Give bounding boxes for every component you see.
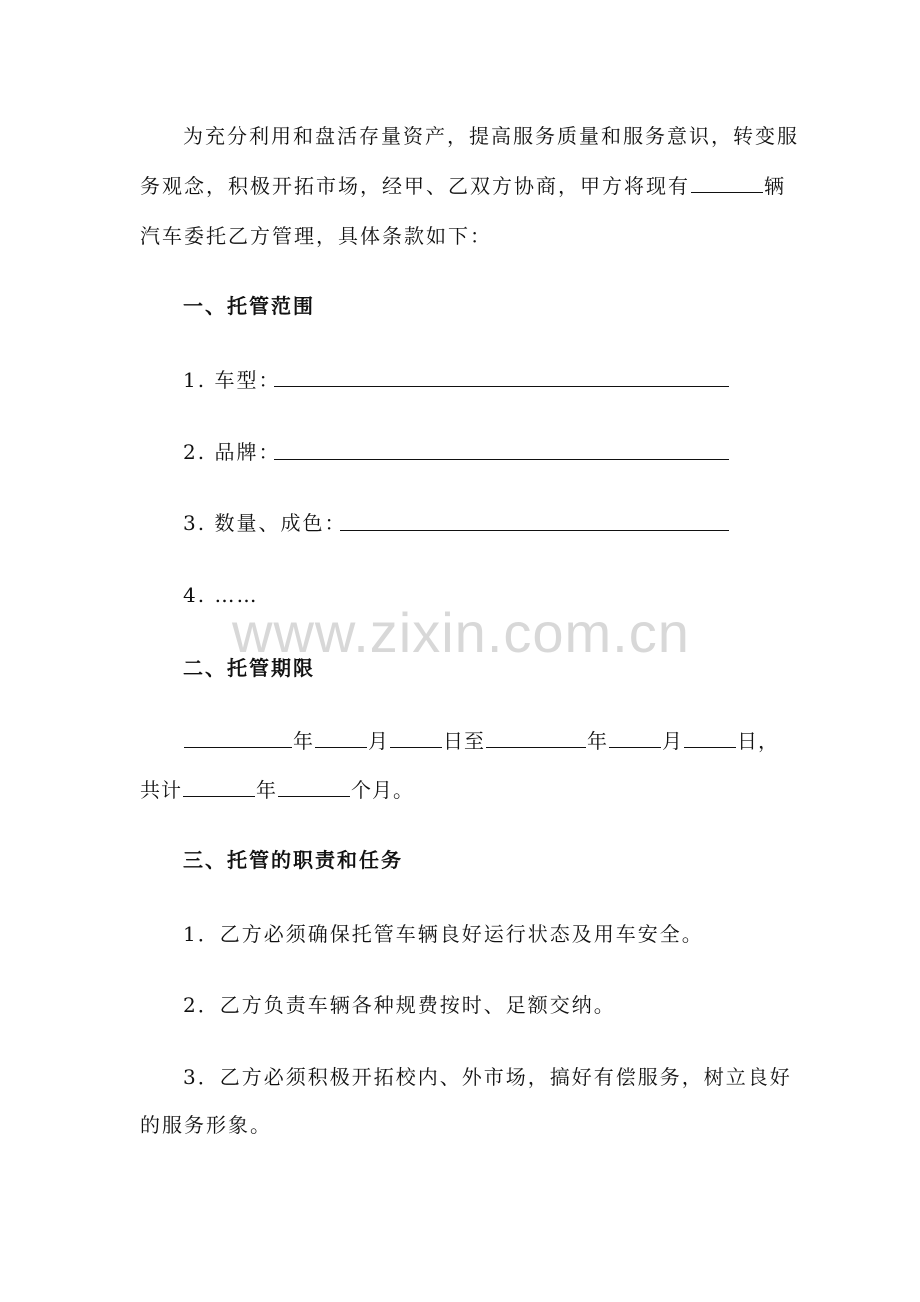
month-label-2: 月 — [662, 729, 683, 753]
period-line-1 — [183, 727, 779, 755]
section-1-heading: 一、托管范围 — [183, 294, 315, 318]
section-3-heading: 三、托管的职责和任务 — [183, 848, 403, 872]
start-day-blank[interactable] — [390, 727, 442, 748]
year-label: 年 — [293, 729, 314, 753]
quantity-condition-field[interactable] — [340, 530, 729, 531]
start-month-blank[interactable] — [315, 727, 367, 748]
total-label: 共计 — [140, 778, 182, 802]
start-year-blank[interactable] — [184, 727, 292, 748]
day-end-label: 日， — [737, 729, 779, 753]
brand-field[interactable] — [274, 459, 729, 460]
end-month-blank[interactable] — [609, 727, 661, 748]
duty-item-3-line-2: 的服务形象。 — [140, 1113, 272, 1137]
section-2-heading: 二、托管期限 — [183, 656, 315, 680]
year-label-2: 年 — [587, 729, 608, 753]
intro-line-3: 汽车委托乙方管理，具体条款如下： — [140, 224, 492, 248]
item-quantity-label: 3. 数量、成色： — [183, 511, 347, 535]
vehicle-type-field[interactable] — [274, 386, 729, 387]
item-brand-label: 2. 品牌： — [183, 440, 281, 464]
month-label: 月 — [368, 729, 389, 753]
watermark: www.zixin.com.cn — [232, 601, 690, 664]
total-months-blank[interactable] — [278, 776, 350, 797]
intro-line-1: 为充分利用和盘活存量资产，提高服务质量和服务意识，转变服 — [183, 124, 799, 148]
intro-line-2-unit: 辆 — [764, 174, 786, 198]
vehicle-count-blank[interactable] — [691, 172, 763, 193]
intro-line-2-text: 务观念，积极开拓市场，经甲、乙双方协商，甲方将现有 — [140, 174, 690, 198]
end-year-blank[interactable] — [486, 727, 586, 748]
duty-item-1: 1．乙方必须确保托管车辆良好运行状态及用车安全。 — [183, 922, 704, 946]
year-label-3: 年 — [256, 778, 277, 802]
duty-item-3-line-1: 3．乙方必须积极开拓校内、外市场，搞好有偿服务，树立良好 — [183, 1065, 792, 1089]
total-years-blank[interactable] — [183, 776, 255, 797]
end-day-blank[interactable] — [684, 727, 736, 748]
period-line-2 — [140, 776, 414, 804]
months-end-label: 个月。 — [351, 778, 414, 802]
item-ellipsis: 4. …… — [183, 583, 259, 607]
day-to-label: 日至 — [443, 729, 485, 753]
item-vehicle-type-label: 1. 车型： — [183, 368, 281, 392]
duty-item-2: 2．乙方负责车辆各种规费按时、足额交纳。 — [183, 993, 616, 1017]
intro-line-2 — [140, 172, 786, 200]
